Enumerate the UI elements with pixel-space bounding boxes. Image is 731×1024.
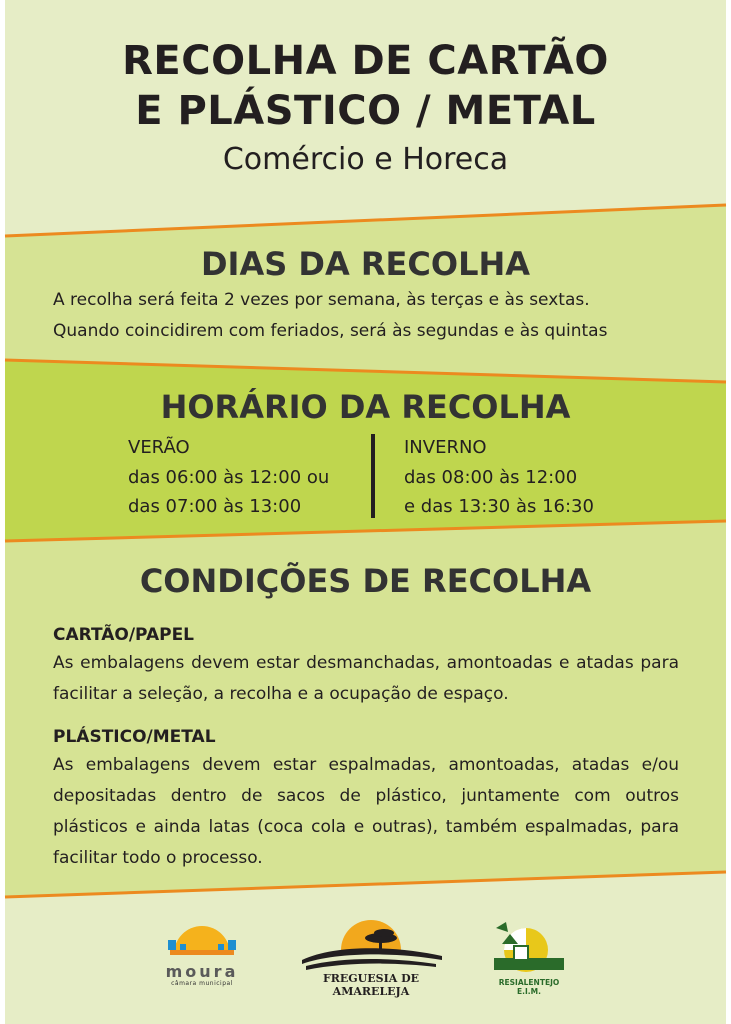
verao-label: VERÃO [128,437,190,458]
resialentejo-logo [488,920,570,994]
horario-heading: HORÁRIO DA RECOLHA [160,388,571,426]
moura-logo [160,910,244,990]
inverno-line-1: das 08:00 às 12:00 [404,466,578,488]
verao-line-2: das 07:00 às 13:00 [128,496,302,517]
moura-subtitle: câmara municipal [171,980,233,987]
amareleja-logo [296,916,446,998]
cartao-heading: CARTÃO/PAPEL [53,625,195,645]
dias-line-2: Quando coincidirem com feriados, será às segundas e às quintas [53,321,608,341]
plastico-section [53,724,679,874]
horario-divider [371,434,375,518]
plastico-heading: PLÁSTICO/METAL [53,727,216,747]
verao-line-1: das 06:00 às 12:00 ou [128,466,330,488]
main-title [0,36,731,136]
subtitle: Comércio e Horeca [222,142,509,177]
condicoes-heading: CONDIÇÕES DE RECOLHA [139,562,592,600]
title-line-2: E PLÁSTICO / METAL [135,88,596,134]
dias-heading: DIAS DA RECOLHA [200,245,530,283]
inverno-column [404,433,594,522]
title-line-1: RECOLHA DE CARTÃO [122,38,609,84]
amareleja-name: FREGUESIA DE AMARELEJA [322,972,420,998]
inverno-line-2: e das 13:30 às 16:30 [404,496,594,517]
moura-sun-icon [160,910,244,962]
cartao-section [53,622,679,710]
inverno-label: INVERNO [404,437,487,458]
amareleja-sunset-tree-icon [296,916,446,972]
resialentejo-name: RESIALENTEJO E.I.M. [498,978,560,996]
plastico-text: As embalagens devem estar espalmadas, amontoadas, atadas e/ou depositadas dentro de sacos de plástico, juntamente com outros plásticos e ainda latas (coca cola e outras), também espalmadas, para facilitar todo o processo. [53,755,679,868]
dias-line-1: A recolha será feita 2 vezes por semana, às terças e às sextas. [53,290,590,310]
dias-text [53,285,693,347]
cartao-text: As embalagens devem estar desmanchadas, amontoadas e atadas para facilitar a seleção, a recolha e a ocupação de espaço. [53,653,679,704]
resialentejo-recycling-icon [488,920,570,978]
verao-column [128,433,329,522]
moura-name: moura [165,962,239,981]
